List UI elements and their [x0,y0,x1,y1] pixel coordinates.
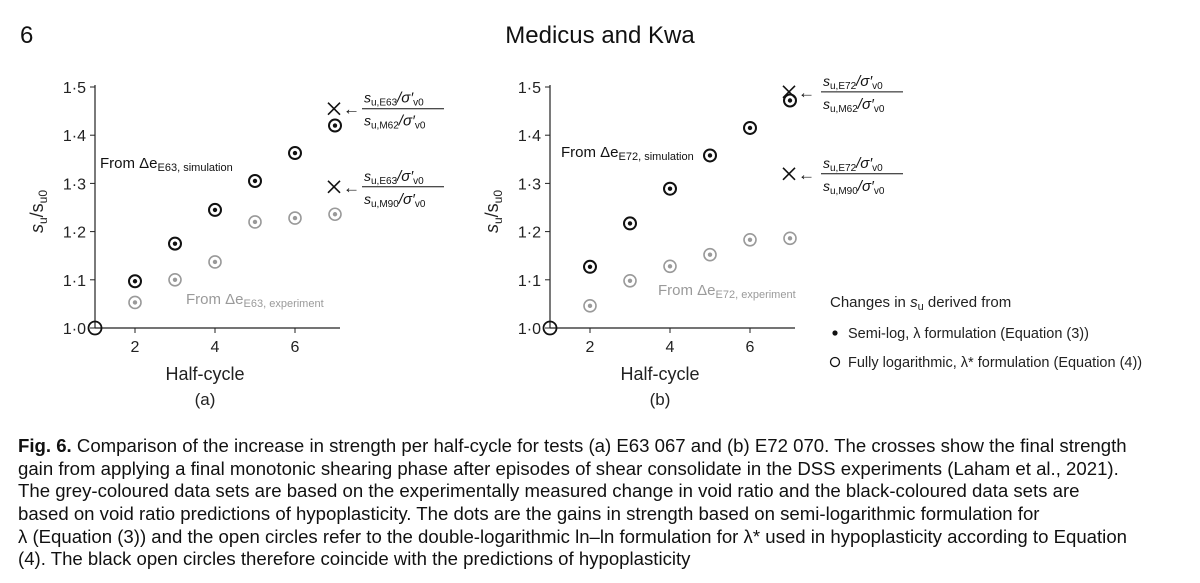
y-tick-label: 1·4 [517,128,541,146]
cross-ratio-denominator: $s_{u,M62}/\sigma'_{v0}$ [823,95,885,115]
legend-title: Changes in $s_u$ derived from [830,294,1012,313]
y-tick-label: 1·3 [62,176,86,194]
data-point-dot [133,279,137,283]
figure-caption [18,435,1186,571]
data-point-dot [293,151,297,155]
data-point-dot [588,304,592,308]
y-tick-label: 1·1 [517,272,541,290]
data-point-dot [588,265,592,269]
data-point-dot [708,153,712,157]
y-tick-label: 1·2 [517,224,541,242]
data-point-dot [708,253,712,257]
caption-label: Fig. 6. [18,435,72,456]
chart-panel-b [482,73,903,409]
x-tick-label: 6 [745,339,755,356]
y-axis-label: $s_u/s_{u0}$ [27,189,50,234]
cross-arrow: ← [343,177,360,197]
x-axis-label: Half-cycle [620,364,700,384]
data-point-dot [173,278,177,282]
data-point-dot [333,212,337,216]
y-axis-label: $s_u/s_{u0}$ [482,189,505,234]
data-point-dot [293,216,297,220]
cross-arrow: ← [343,99,360,119]
y-tick-label: 1·0 [62,321,86,338]
x-axis-label: Half-cycle [165,364,245,384]
cross-arrow: ← [798,82,815,102]
y-tick-label: 1·2 [62,224,86,242]
cross-ratio-numerator: $s_{u,E63}/\sigma'_{v0}$ [364,167,424,187]
data-point-dot [748,126,752,130]
data-point-dot [133,300,137,304]
legend [830,294,1142,371]
data-point-dot [668,187,672,191]
legend-item-label: Fully logarithmic, λ* formulation (Equation (4)) [848,355,1143,371]
x-tick-label: 6 [290,339,300,356]
x-tick-label: 2 [585,339,595,356]
legend-dot-marker [832,330,837,335]
caption-line-3: The grey-coloured data sets are based on the experimentally measured change in void ratio and the black-coloured data sets are [18,480,1080,502]
data-point-dot [668,264,672,268]
y-tick-label: 1·5 [62,80,86,97]
panel-label: (b) [649,390,671,409]
annotation-experiment: From $\Delta e_{E72, experiment}$ [658,282,796,301]
data-point-dot [253,179,257,183]
x-tick-label: 4 [665,339,675,356]
cross-ratio-numerator: $s_{u,E72}/\sigma'_{v0}$ [823,72,883,92]
cross-ratio-denominator: $s_{u,M62}/\sigma'_{v0}$ [364,112,426,132]
caption-line-5: λ (Equation (3)) and the open circles refer to the double-logarithmic ln–ln formulation for λ* used in hypoplasticity according to Equation [18,525,1127,547]
panel-label: (a) [194,390,216,409]
data-point-dot [628,279,632,283]
x-tick-label: 2 [130,339,140,356]
caption-line-4: based on void ratio predictions of hypoplasticity. The dots are the gains in strength based on semi-logarithmic formulation for [18,503,1040,525]
data-point-dot [333,123,337,127]
y-tick-label: 1·5 [517,80,541,97]
data-point-dot [213,208,217,212]
y-tick-label: 1·1 [62,272,86,290]
data-point-dot [253,220,257,224]
y-tick-label: 1·0 [517,321,541,338]
data-point-dot [628,221,632,225]
caption-line-1: Comparison of the increase in strength per half-cycle for tests (a) E63 067 and (b) E72 070. The crosses show the final strength [71,435,1127,456]
legend-circle-marker [831,358,840,367]
data-point-dot [788,236,792,240]
caption-line-2: gain from applying a final monotonic shearing phase after episodes of shear consolidate in the DSS experiments (Laham et al., 2021). [18,457,1119,479]
y-tick-label: 1·3 [517,176,541,194]
cross-ratio-denominator: $s_{u,M90}/\sigma'_{v0}$ [823,177,885,197]
page-number: 6 [20,22,34,49]
x-tick-label: 4 [210,339,220,356]
cross-arrow: ← [798,164,815,184]
data-point-dot [788,98,792,102]
data-point-dot [173,241,177,245]
running-head: Medicus and Kwa [505,22,695,49]
y-tick-label: 1·4 [62,128,86,146]
cross-ratio-denominator: $s_{u,M90}/\sigma'_{v0}$ [364,190,426,210]
annotation-experiment: From $\Delta e_{E63, experiment}$ [186,291,324,310]
chart-panel-a [27,80,444,409]
caption-line-6: (4). The black open circles therefore coincide with the predictions of hypoplasticity [18,548,691,570]
legend-item-label: Semi-log, λ formulation (Equation (3)) [848,326,1089,342]
annotation-simulation: From $\Delta e_{E63, simulation}$ [100,155,233,174]
data-point-dot [748,238,752,242]
annotation-simulation: From $\Delta e_{E72, simulation}$ [561,144,694,163]
data-point-dot [213,260,217,264]
cross-ratio-numerator: $s_{u,E72}/\sigma'_{v0}$ [823,154,883,174]
cross-ratio-numerator: $s_{u,E63}/\sigma'_{v0}$ [364,89,424,109]
